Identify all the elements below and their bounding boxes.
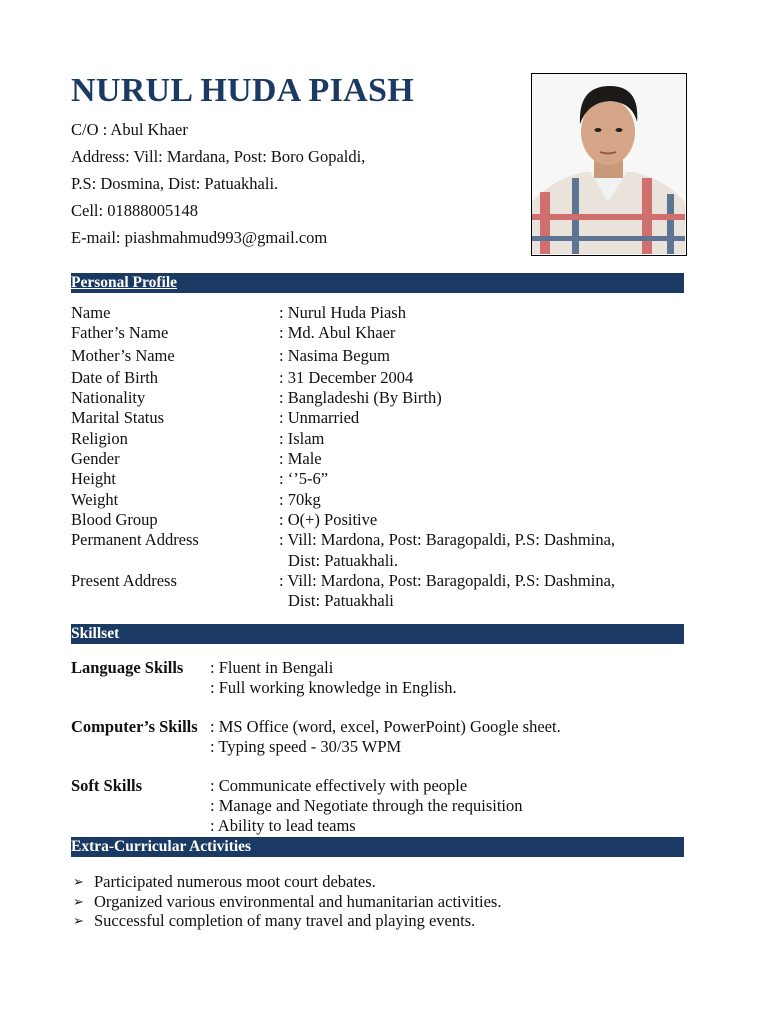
profile-value-continuation: Dist: Patuakhali xyxy=(288,591,394,611)
profile-row xyxy=(71,530,659,571)
profile-value: : Nasima Begum xyxy=(279,345,390,365)
profile-value: : Islam xyxy=(279,428,325,448)
skills-block xyxy=(71,658,561,836)
profile-value xyxy=(279,530,659,571)
skill-line: : Manage and Negotiate through the requisition xyxy=(210,796,523,815)
list-item xyxy=(73,872,501,892)
profile-key: Gender xyxy=(71,449,120,469)
profile-value: : 70kg xyxy=(279,489,321,509)
profile-value: : ‘’5-6” xyxy=(279,469,329,489)
profile-photo xyxy=(531,73,687,256)
profile-row xyxy=(71,408,659,428)
section-personal-profile xyxy=(71,273,684,293)
candidate-name: NURUL HUDA PIASH xyxy=(71,72,414,109)
skill-line: : Typing speed - 30/35 WPM xyxy=(210,737,402,756)
profile-key: Mother’s Name xyxy=(71,345,175,365)
skill-group-label: Computer’s Skills xyxy=(71,717,198,736)
profile-key: Father’s Name xyxy=(71,323,169,343)
skill-line: : Communicate effectively with people xyxy=(210,776,468,795)
profile-value: : Bangladeshi (By Birth) xyxy=(279,388,442,408)
profile-value-line: : Vill: Mardona, Post: Baragopaldi, P.S: Dashmina, xyxy=(279,530,616,550)
profile-key: Height xyxy=(71,469,116,489)
skill-group-language xyxy=(71,658,561,698)
profile-row xyxy=(71,469,659,489)
skill-line: : Ability to lead teams xyxy=(210,816,356,835)
profile-value xyxy=(279,571,659,612)
section-extra-curricular xyxy=(71,837,684,857)
address-line-1: Address: Vill: Mardana, Post: Boro Gopaldi, xyxy=(71,147,366,166)
skill-line: : MS Office (word, excel, PowerPoint) Google sheet. xyxy=(210,717,561,736)
skill-group-label: Soft Skills xyxy=(71,776,143,795)
email-address: E-mail: piashmahmud993@gmail.com xyxy=(71,228,328,247)
activity-text: Participated numerous moot court debates. xyxy=(94,872,376,891)
section-title: Extra-Curricular Activities xyxy=(71,838,252,855)
skill-group-computer xyxy=(71,717,561,757)
list-item xyxy=(73,892,501,912)
profile-key: Date of Birth xyxy=(71,367,159,387)
skill-group-soft xyxy=(71,776,561,836)
profile-key: Permanent Address xyxy=(71,530,199,550)
profile-row xyxy=(71,323,659,343)
profile-value: : Nurul Huda Piash xyxy=(279,303,406,322)
profile-value: : Male xyxy=(279,449,322,469)
list-item xyxy=(73,911,501,931)
profile-row xyxy=(71,429,659,449)
cell-number: Cell: 01888005148 xyxy=(71,201,198,220)
profile-value: : 31 December 2004 xyxy=(279,367,414,387)
profile-key: Nationality xyxy=(71,388,146,408)
profile-value: : Md. Abul Khaer xyxy=(279,323,396,343)
profile-row xyxy=(71,346,659,366)
skill-lines xyxy=(210,658,457,698)
profile-row xyxy=(71,388,659,408)
profile-key: Weight xyxy=(71,489,119,509)
activity-text: Organized various environmental and humanitarian activities. xyxy=(94,891,502,911)
arrow-bullet-icon: ➢ xyxy=(73,893,84,909)
skill-line: : Fluent in Bengali xyxy=(210,658,334,677)
profile-key: Blood Group xyxy=(71,509,158,529)
profile-row xyxy=(71,368,659,388)
profile-row xyxy=(71,449,659,469)
profile-value: : O(+) Positive xyxy=(279,509,378,529)
section-skillset xyxy=(71,624,684,644)
profile-row xyxy=(71,303,659,323)
skill-line: : Full working knowledge in English. xyxy=(210,678,457,697)
section-title: Skillset xyxy=(71,625,120,642)
profile-key: Name xyxy=(71,303,111,322)
profile-key: Religion xyxy=(71,428,128,448)
section-title: Personal Profile xyxy=(71,274,178,291)
arrow-bullet-icon: ➢ xyxy=(73,913,84,928)
skill-lines xyxy=(210,717,561,757)
contact-block xyxy=(71,116,365,251)
activities-list xyxy=(73,872,501,931)
profile-value-continuation: Dist: Patuakhali. xyxy=(288,550,398,570)
profile-row xyxy=(71,510,659,530)
skill-group-label: Language Skills xyxy=(71,658,184,677)
address-line-2: P.S: Dosmina, Dist: Patuakhali. xyxy=(71,174,279,193)
arrow-bullet-icon: ➢ xyxy=(73,874,84,889)
skill-lines xyxy=(210,776,523,836)
care-of: C/O : Abul Khaer xyxy=(71,120,188,139)
profile-key: Present Address xyxy=(71,570,177,590)
activity-text: Successful completion of many travel and playing events. xyxy=(94,911,476,930)
profile-value: : Unmarried xyxy=(279,408,360,428)
personal-profile-table xyxy=(71,303,659,611)
profile-value-line: : Vill: Mardona, Post: Baragopaldi, P.S: Dashmina, xyxy=(279,570,616,590)
profile-row xyxy=(71,490,659,510)
profile-row xyxy=(71,571,659,612)
profile-key: Marital Status xyxy=(71,408,165,428)
